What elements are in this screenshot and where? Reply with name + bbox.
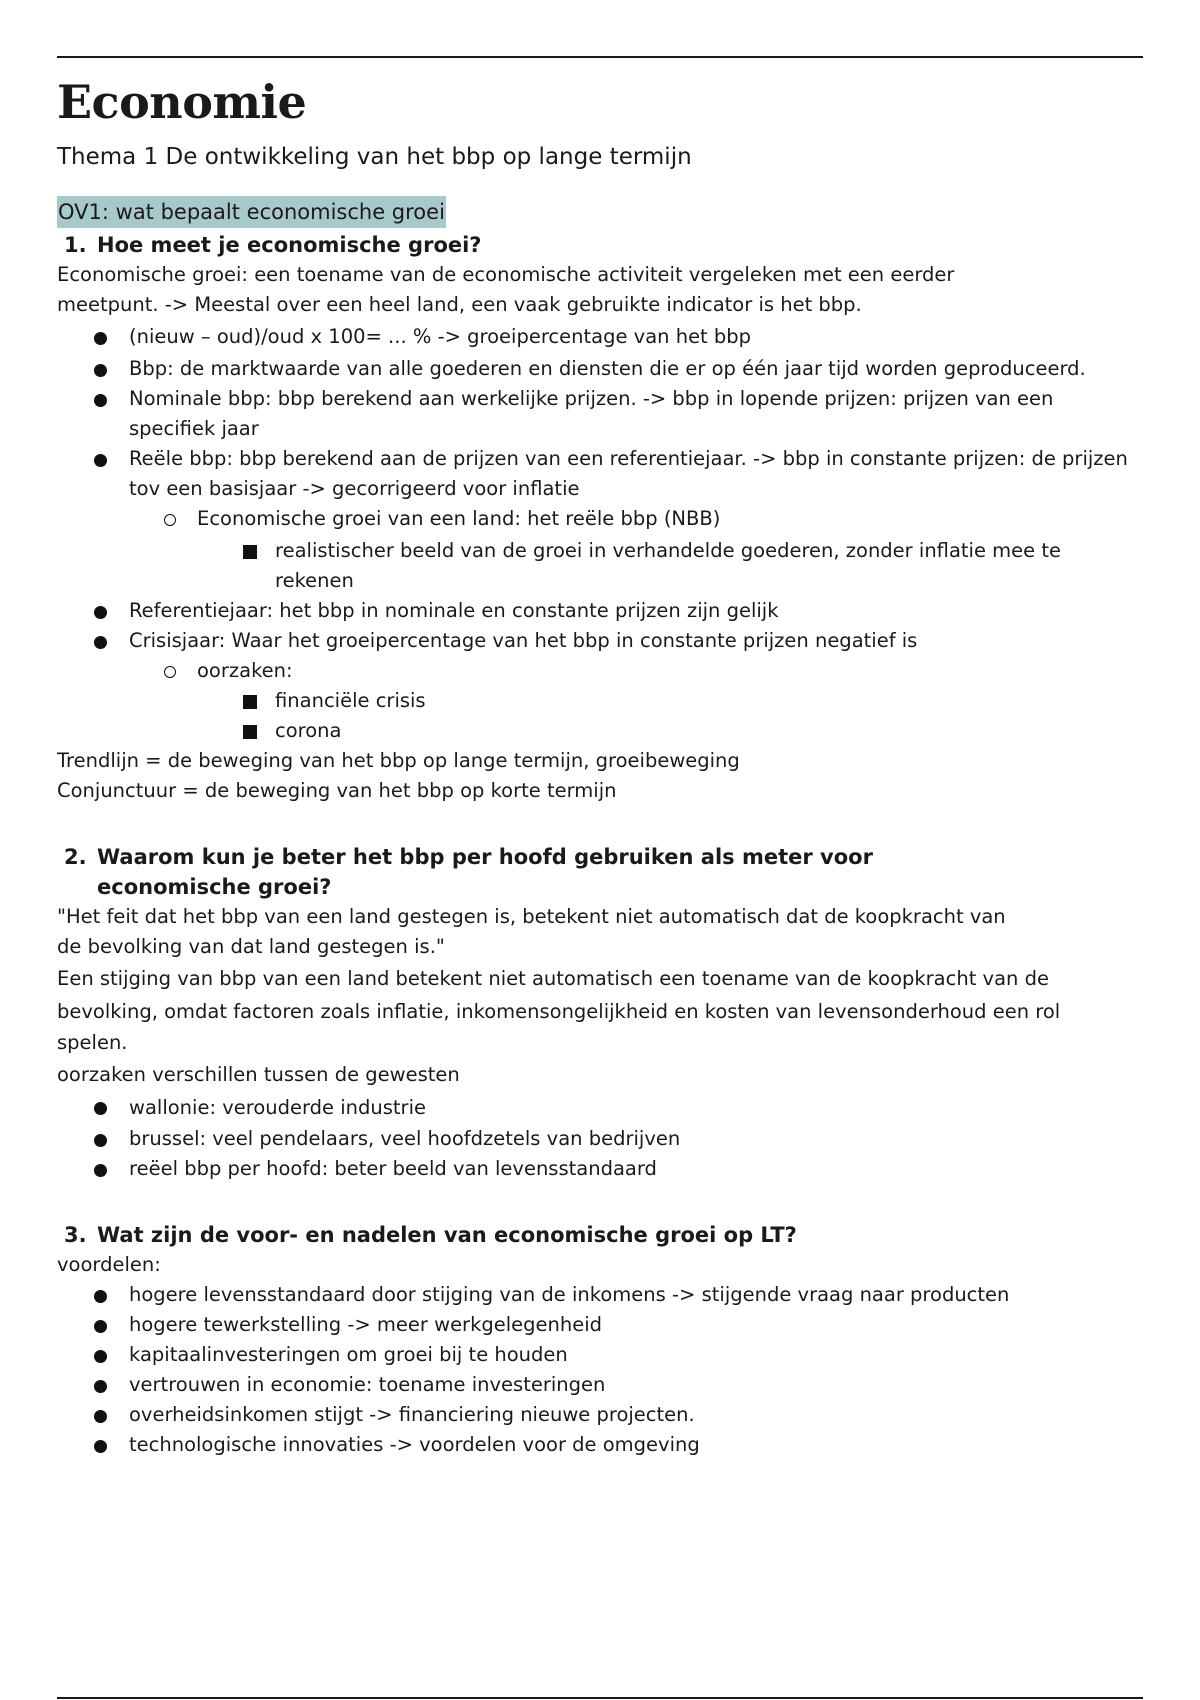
paragraph-line: Economische groei: een toename van de economische activiteit vergeleken met een eerder [57, 263, 955, 286]
list-item-text: Crisisjaar: Waar het groeipercentage van het bbp in constante prijzen negatief is [129, 629, 918, 652]
bullet-icon [94, 1290, 107, 1303]
sub-list [129, 656, 1143, 746]
list-item [57, 626, 1143, 746]
quote-line: de bevolking van dat land gestegen is." [57, 935, 445, 958]
bullet-icon [94, 1380, 107, 1393]
list-item-text: corona [275, 719, 342, 742]
bullet-icon [94, 1440, 107, 1453]
page-subtitle: Thema 1 De ontwikkeling van het bbp op lange termijn [57, 144, 692, 170]
bullet-icon [94, 636, 107, 649]
bullet-list [57, 1091, 1143, 1184]
list-item-text: wallonie: verouderde industrie [129, 1096, 426, 1119]
bullet-icon [94, 394, 107, 407]
paragraph-line: Trendlijn = de beweging van het bbp op lange termijn, groeibeweging [57, 749, 740, 772]
list-item-text: Referentiejaar: het bbp in nominale en constante prijzen zijn gelijk [129, 599, 779, 622]
list-item-text: Reële bbp: bbp berekend aan de prijzen van een referentiejaar. -> bbp in constante prijzen: de prijzen tov een basisjaar -> gecorrigeerd voor inflatie [129, 447, 1128, 500]
list-item-text: hogere tewerkstelling -> meer werkgelegenheid [129, 1313, 603, 1336]
sub-sub-list [197, 686, 1143, 746]
sub-sub-list-item [129, 536, 1143, 596]
bullet-icon [94, 1102, 107, 1115]
sub-list [129, 504, 1143, 596]
list-item [57, 1340, 1143, 1370]
bullet-icon [94, 1320, 107, 1333]
sub-list-item [129, 656, 1143, 746]
sub-sub-list-item [129, 716, 1143, 746]
list-item-text: Nominale bbp: bbp berekend aan werkelijke prijzen. -> bbp in lopende prijzen: prijzen van een specifiek jaar [129, 387, 1054, 440]
list-item [57, 444, 1143, 596]
list-item [57, 1310, 1143, 1340]
bullet-list [57, 1280, 1143, 1460]
section-2-heading [57, 842, 1143, 902]
list-item [57, 1091, 1143, 1124]
bullet-icon [94, 454, 107, 467]
list-item-text: kapitaalinvesteringen om groei bij te houden [129, 1343, 568, 1366]
list-item [57, 1280, 1143, 1310]
list-item [57, 384, 1143, 444]
square-bullet-icon [243, 545, 257, 559]
hollow-bullet-icon [164, 666, 176, 678]
section-1-title: Hoe meet je economische groei? [97, 233, 482, 257]
section-2-title: Waarom kun je beter het bbp per hoofd gebruiken als meter voor economische groei? [97, 845, 873, 899]
section-2-number: 2. [64, 845, 87, 869]
list-item [57, 1154, 1143, 1184]
list-item [57, 354, 1143, 384]
bullet-icon [94, 606, 107, 619]
page-title: Economie [57, 75, 307, 129]
document-page [57, 72, 1143, 1460]
list-item-text: Bbp: de marktwaarde van alle goederen en diensten die er op één jaar tijd worden geproduceerd. [129, 357, 1086, 380]
list-item-text: Economische groei van een land: het reële bbp (NBB) [197, 507, 721, 530]
list-item [57, 1400, 1143, 1430]
paragraph-line: Een stijging van bbp van een land betekent niet automatisch een toename van de koopkracht van de [57, 967, 1049, 990]
paragraph-line: oorzaken verschillen tussen de gewesten [57, 1063, 460, 1086]
list-item [57, 1430, 1143, 1460]
section-3-heading [57, 1220, 1143, 1250]
quote-line: "Het feit dat het bbp van een land gestegen is, betekent niet automatisch dat de koopkracht van [57, 905, 1006, 928]
top-rule [57, 56, 1143, 58]
section-3-number: 3. [64, 1223, 87, 1247]
list-item [57, 1370, 1143, 1400]
list-item-text: realistischer beeld van de groei in verhandelde goederen, zonder inflatie mee te rekenen [275, 539, 1061, 592]
list-item-text: technologische innovaties -> voordelen voor de omgeving [129, 1433, 700, 1456]
list-item [57, 1124, 1143, 1154]
bullet-icon [94, 1350, 107, 1363]
list-item-text: hogere levensstandaard door stijging van de inkomens -> stijgende vraag naar producten [129, 1283, 1010, 1306]
list-item-text: oorzaken: [197, 659, 293, 682]
bottom-rule [57, 1697, 1143, 1699]
list-item-text: brussel: veel pendelaars, veel hoofdzetels van bedrijven [129, 1127, 681, 1150]
paragraph-line: meetpunt. -> Meestal over een heel land, een vaak gebruikte indicator is het bbp. [57, 293, 862, 316]
bullet-list [57, 322, 1143, 746]
sub-sub-list [197, 536, 1143, 596]
list-item [57, 596, 1143, 626]
sub-sub-list-item [129, 686, 1143, 716]
sub-list-item [129, 504, 1143, 596]
section-1-number: 1. [64, 233, 87, 257]
paragraph-line: Conjunctuur = de beweging van het bbp op korte termijn [57, 779, 617, 802]
paragraph-line: bevolking, omdat factoren zoals inflatie, inkomensongelijkheid en kosten van levensonderhoud een rol [57, 1000, 1061, 1023]
paragraph-line: spelen. [57, 1031, 128, 1054]
bullet-icon [94, 1134, 107, 1147]
square-bullet-icon [243, 725, 257, 739]
section-3-title: Wat zijn de voor- en nadelen van economische groei op LT? [97, 1223, 797, 1247]
list-item-text: reëel bbp per hoofd: beter beeld van levensstandaard [129, 1157, 657, 1180]
square-bullet-icon [243, 695, 257, 709]
bullet-icon [94, 1164, 107, 1177]
paragraph-line: voordelen: [57, 1253, 161, 1276]
list-item-text: (nieuw – oud)/oud x 100= ... % -> groeipercentage van het bbp [129, 325, 752, 348]
bullet-icon [94, 332, 107, 345]
list-item-text: vertrouwen in economie: toename investeringen [129, 1373, 606, 1396]
ov-label: OV1: wat bepaalt economische groei [57, 196, 446, 228]
bullet-icon [94, 1410, 107, 1423]
section-1-heading [57, 230, 1143, 260]
list-item-text: financiële crisis [275, 689, 426, 712]
list-item-text: overheidsinkomen stijgt -> financiering nieuwe projecten. [129, 1403, 695, 1426]
hollow-bullet-icon [164, 514, 176, 526]
bullet-icon [94, 364, 107, 377]
list-item [57, 322, 1143, 352]
